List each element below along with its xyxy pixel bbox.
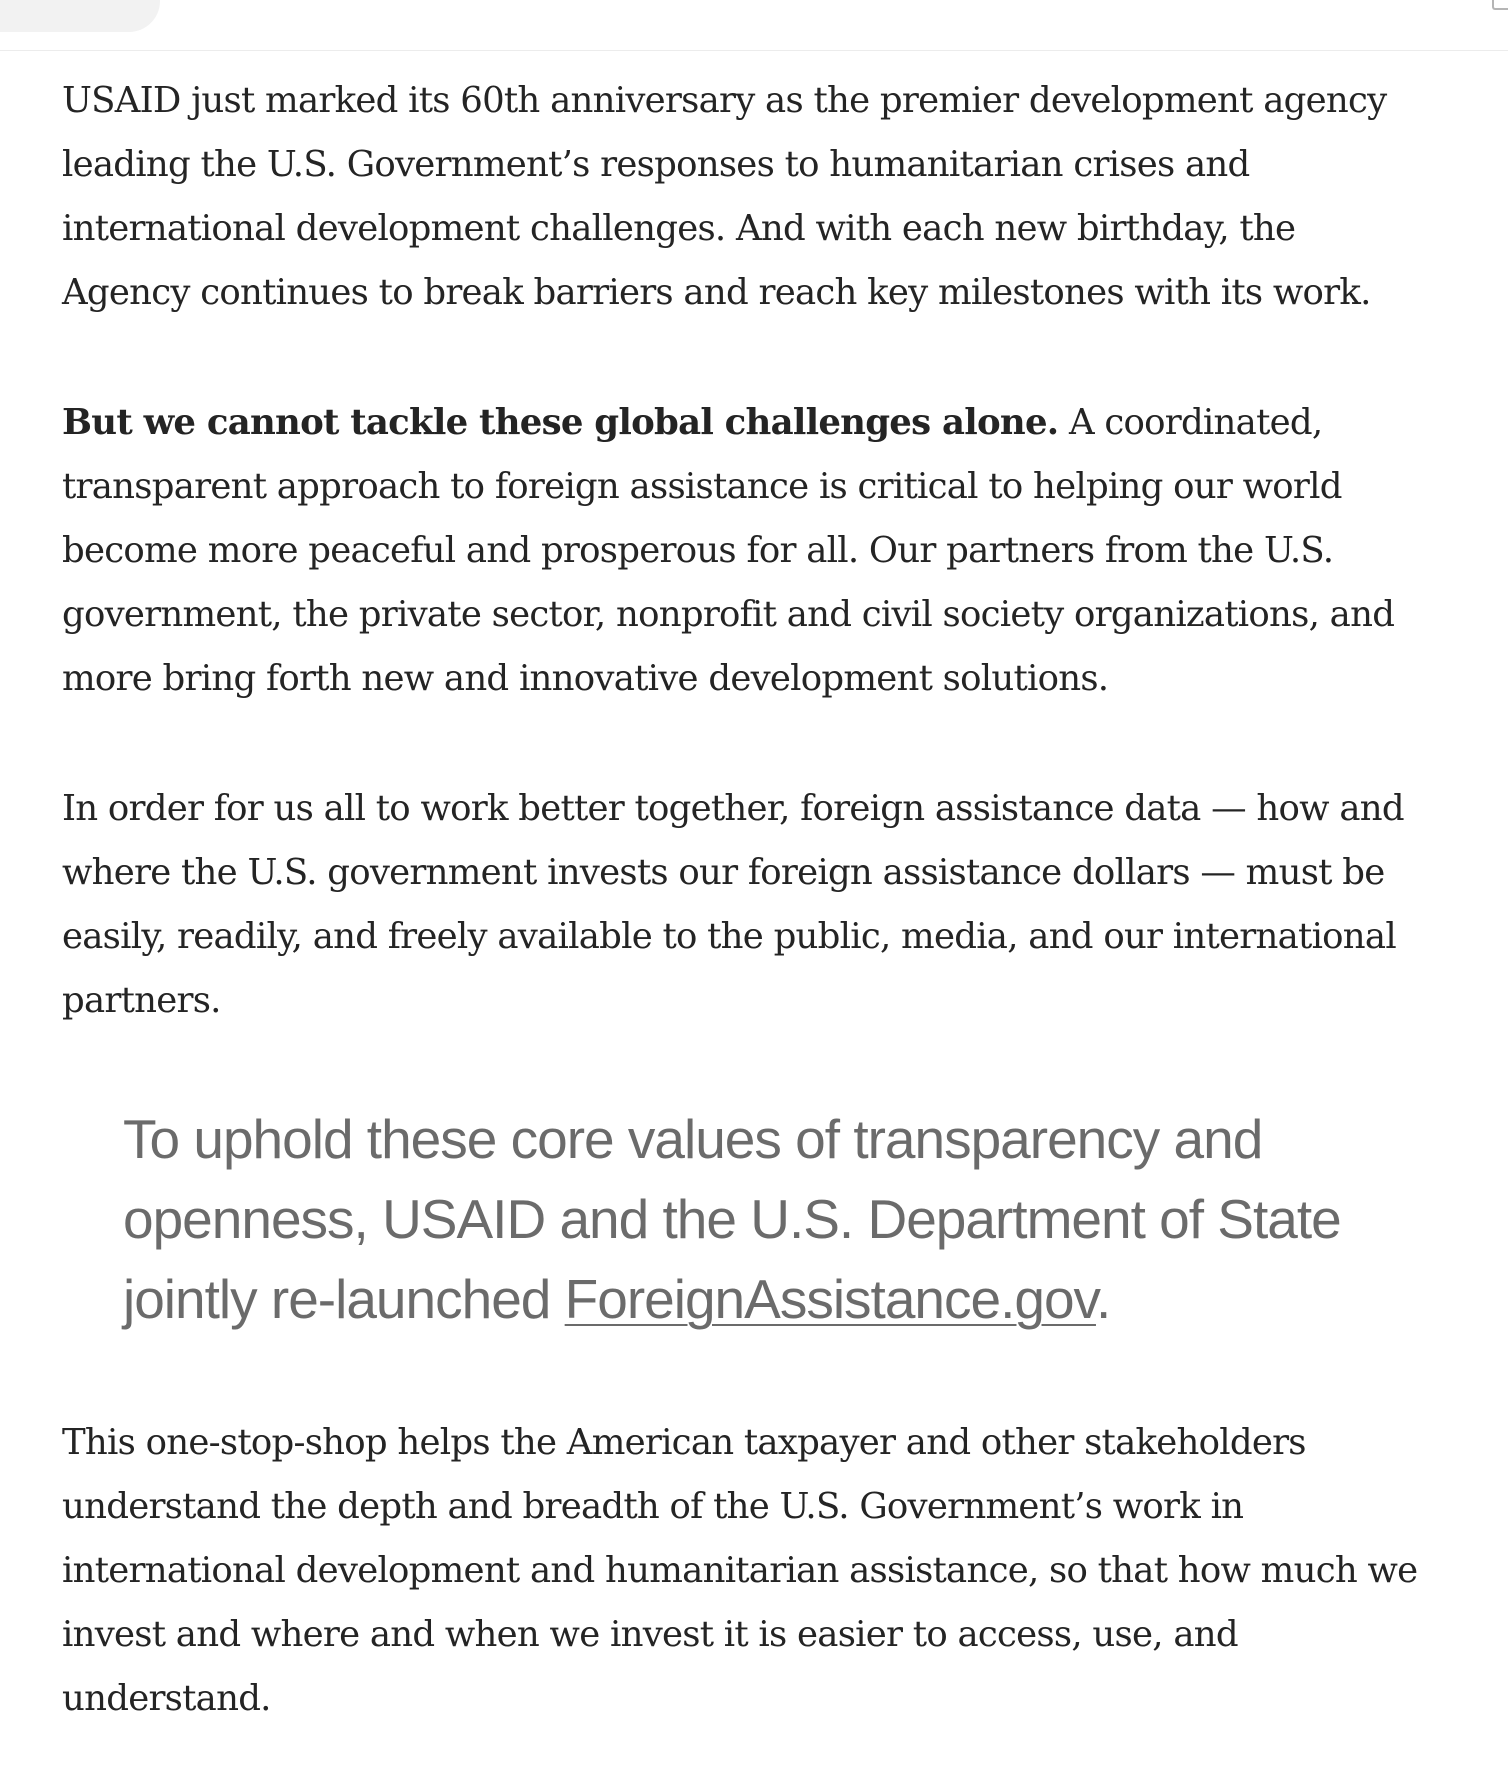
pull-quote xyxy=(123,1099,1413,1339)
top-bar xyxy=(0,0,1508,51)
pull-quote-end: . xyxy=(1095,1268,1111,1330)
paragraph-partners xyxy=(62,391,1432,711)
pull-quote-text: To uphold these core values of transparency and openness, USAID and the U.S. Department of State jointly re-launched xyxy=(123,1108,1341,1330)
top-bar-pill[interactable] xyxy=(0,0,160,32)
paragraph-anniversary-text: USAID just marked its 60th anniversary as the premier development agency leading the U.S. Government’s responses to humanitarian crises and international development challenges. And with each new birthday, the Agency continues to break barriers and reach key milestones with its work. xyxy=(62,80,1387,313)
paragraph-partners-bold-lead: But we cannot tackle these global challenges alone. xyxy=(62,402,1059,443)
paragraph-data-availability-text: In order for us all to work better together, foreign assistance data — how and where the U.S. government invests our foreign assistance dollars — must be easily, readily, and freely available to the public, media, and our international partners. xyxy=(62,788,1404,1021)
paragraph-data-availability xyxy=(62,777,1432,1033)
article-body xyxy=(62,69,1432,1792)
paragraph-one-stop-shop xyxy=(62,1411,1432,1731)
paragraph-anniversary xyxy=(62,69,1432,325)
paragraph-partners-text: A coordinated, transparent approach to foreign assistance is critical to helping our world become more peaceful and prosperous for all. Our partners from the U.S. government, the private sector, nonprofit and civil society organizations, and more bring forth new and innovative development solutions. xyxy=(62,402,1395,699)
foreign-assistance-link[interactable]: ForeignAssistance.gov xyxy=(564,1268,1096,1330)
paragraph-one-stop-shop-text: This one-stop-shop helps the American taxpayer and other stakeholders understand the depth and breadth of the U.S. Government’s work in international development and humanitarian assistance, so that how much we invest and where and when we invest it is easier to access, use, and understand. xyxy=(62,1422,1418,1719)
corner-bracket-icon xyxy=(1492,0,1508,10)
